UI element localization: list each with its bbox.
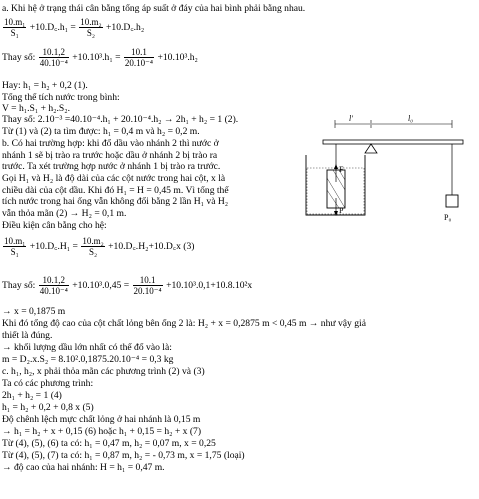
line-8: Từ (1) và (2) ta tìm được: h₁ = 0,4 m và h₂ = 0,2 m. [2, 126, 200, 137]
line-19: → x = 0,1875 m [2, 306, 66, 317]
fraction: $\frac{\text{10.m₁}}{\text{S₁}}$ [4, 17, 26, 38]
line-10: nhánh 1 sẽ bị trào ra trước hoặc dầu ở nhánh 2 bị trào ra [2, 150, 218, 161]
weight-label: P₀ [444, 213, 452, 222]
line-24: c. h₁, h₂, x phải thỏa mãn các phương trình (2) và (3) [2, 366, 205, 377]
line-23: m = D₂.x.S₂ = 8.10².0,1875.20.10⁻⁴ = 0,3 kg [2, 354, 174, 365]
fraction: $\frac{10.1}{\text{20.10⁻⁴}}$ [133, 275, 162, 296]
line-4: Hay: h₁ = h₂ + 0,2 (1). [2, 80, 88, 91]
line-6: V = h₁.S₁ + h₂.S₂. [2, 103, 71, 114]
line-21: thiết là đúng. [2, 330, 53, 341]
force-f-label: F [339, 165, 344, 174]
line-14: tích nước trong hai ống vẫn không đổi bằng 2 lần H₁ và H₂ [2, 196, 229, 207]
fraction: $\frac{10.1,2}{\text{40.10⁻⁴}}$ [39, 275, 68, 296]
weight [446, 195, 458, 207]
line-29: → h₁ = h₂ + x + 0,15 (6) hoặc h₁ + 0,15 = h₂ + x (7) [2, 426, 202, 437]
line-20: Khi đó tổng độ cao của cột chất lỏng bên ống 2 là: H₂ + x = 0,2875 m < 0,45 m → như vậy giả [2, 318, 366, 329]
label-l0: l₀ [408, 114, 414, 123]
equation-4: Thay số: $\frac{10.1,2}{\text{40.10⁻⁴}}$ +10.10³.0,45 = $\frac{10.1}{\text{20.10⁻⁴}}$ +10.10³.0,1+10.8.10²x [2, 275, 253, 296]
line-22: → khối lượng dầu lớn nhất có thể đổ vào là: [2, 342, 172, 353]
line-7: Thay số: 2.10⁻³ =40.10⁻⁴.h₁ + 20.10⁻⁴.h₂ → 2h₁ + h₂ = 1 (2). [2, 114, 239, 125]
line-5: Tổng thể tích nước trong bình: [2, 92, 120, 103]
line-30: Từ (4), (5), (6) ta có: h₁ = 0,47 m, h₂ = 0,07 m, x = 0,25 [2, 438, 216, 449]
fraction: $\frac{\text{10.m₂}}{\text{S₂}}$ [80, 17, 102, 38]
line-28: Độ chênh lệch mực chất lỏng ở hai nhánh là 0,15 m [2, 414, 201, 425]
line-13: chiều dài của cột dầu. Khi đó H₁ = H = 0,45 m. Vì tổng thể [2, 185, 229, 196]
line-11: trước. Ta xét trường hợp nước ở nhánh 1 bị trào ra trước. [2, 161, 221, 172]
label-l-prime: l' [349, 114, 353, 123]
line-27: h₁ = h₂ + 0,2 + 0,8 x (5) [2, 402, 94, 413]
line-31: Từ (4), (5), (7) ta có: h₁ = 0,87 m, h₂ = - 0,73 m, x = 1,75 (loại) [2, 450, 245, 461]
lever-bar [323, 140, 463, 144]
fraction: $\frac{10.1}{\text{20.10⁻⁴}}$ [124, 47, 154, 68]
line-25: Ta có các phương trình: [2, 378, 94, 389]
line-1: a. Khi hệ ở trạng thái cân bằng tổng áp suất ở đáy của hai bình phải bằng nhau. [2, 3, 306, 14]
lever-diagram [298, 110, 473, 225]
line-15: vẫn thỏa mãn (2) → H₂ = 0,1 m. [2, 208, 127, 219]
line-12: Gọi H₁ và H₂ là độ dài của các cột nước trong hai cột, x là [2, 173, 226, 184]
line-32: → độ cao của hai nhánh: H = h₁ = 0,47 m. [2, 462, 165, 473]
force-p-label: P [339, 206, 344, 215]
equation-2: Thay số: $\frac{10.1,2}{\text{40.10⁻⁴}}$ +10.10³.h₁ = $\frac{10.1}{\text{20.10⁻⁴}}$ +10.10³.h₂ [2, 47, 198, 68]
equation-1: $\frac{\text{10.m₁}}{\text{S₁}}$ +10.D꜀.h₁ = $\frac{\text{10.m₂}}{\text{S₂}}$ +10.D꜀.h₂ [4, 17, 145, 38]
line-16: Điều kiện cân bằng cho hệ: [2, 220, 107, 231]
fraction: $\frac{\text{10.m₂}}{\text{S₂}}$ [82, 236, 104, 257]
line-9: b. Có hai trường hợp: khi đổ dầu vào nhánh 2 thì nước ở [2, 138, 219, 149]
equation-3: $\frac{\text{10.m₁}}{\text{S₁}}$ +10.D꜀.H₁ = $\frac{\text{10.m₂}}{\text{S₂}}$ +10.D꜀.H₂+10.D꜀x (3) [4, 236, 195, 257]
fraction: $\frac{\text{10.m₁}}{\text{S₁}}$ [4, 236, 26, 257]
line-26: 2h₁ + h₂ = 1 (4) [2, 390, 62, 401]
fraction: $\frac{10.1,2}{\text{40.10⁻⁴}}$ [39, 47, 68, 68]
fulcrum [365, 144, 377, 153]
